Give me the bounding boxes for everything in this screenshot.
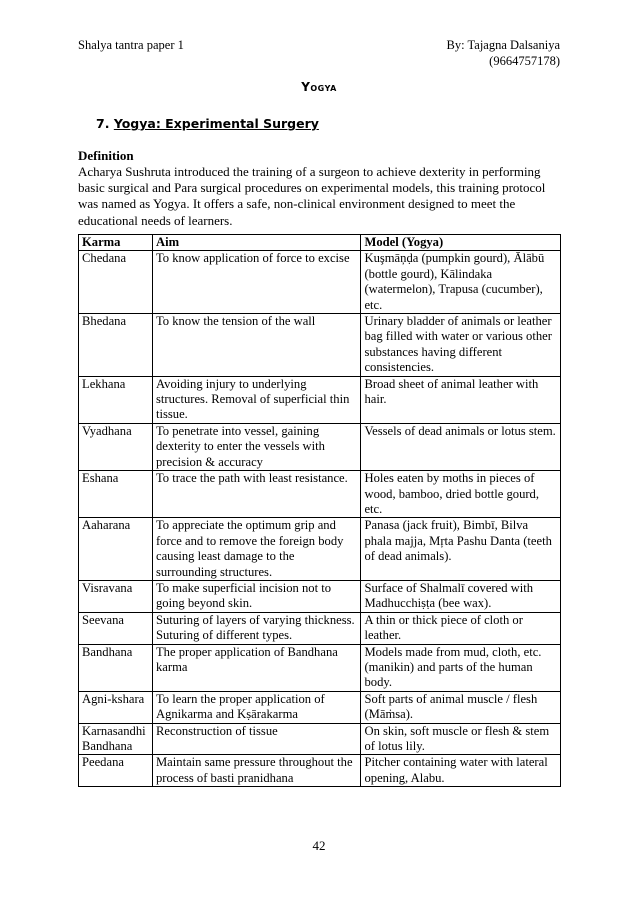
table-row [79, 580, 561, 612]
table-row [79, 755, 561, 787]
section-number: 7. [96, 116, 110, 131]
model-cell: Surface of Shalmalī covered with Madhucchiṣṭa (bee wax). [361, 580, 561, 612]
model-cell: Urinary bladder of animals or leather bag filled with water or various other substances having different consistencies. [361, 314, 561, 377]
table-row [79, 612, 561, 644]
column-header-aim: Aim [152, 235, 360, 251]
aim-cell: To appreciate the optimum grip and force and to remove the foreign body causing least damage to the surrounding structures. [152, 518, 360, 581]
karma-cell: Bhedana [79, 314, 153, 377]
karma-cell: Chedana [79, 251, 153, 314]
karma-cell: Eshana [79, 471, 153, 518]
karma-cell: Bandhana [79, 644, 153, 691]
aim-cell: To trace the path with least resistance. [152, 471, 360, 518]
table-row [79, 723, 561, 755]
aim-cell: Avoiding injury to underlying structures. Removal of superficial thin tissue. [152, 376, 360, 423]
model-cell: On skin, soft muscle or flesh & stem of lotus lily. [361, 723, 561, 755]
karma-cell: Peedana [79, 755, 153, 787]
karma-cell: Visravana [79, 580, 153, 612]
karma-cell: Lekhana [79, 376, 153, 423]
aim-cell: To learn the proper application of Agnikarma and Kṣārakarma [152, 691, 360, 723]
definition-heading: Definition [78, 148, 134, 163]
model-cell: A thin or thick piece of cloth or leather. [361, 612, 561, 644]
aim-cell: To make superficial incision not to going beyond skin. [152, 580, 360, 612]
column-header-model: Model (Yogya) [361, 235, 561, 251]
karma-cell: Aaharana [79, 518, 153, 581]
table-row [79, 691, 561, 723]
yogya-table [78, 234, 561, 787]
karma-cell: Karnasandhi Bandhana [79, 723, 153, 755]
model-cell: Models made from mud, cloth, etc. (manikin) and parts of the human body. [361, 644, 561, 691]
header-author [447, 37, 560, 69]
model-cell: Broad sheet of animal leather with hair. [361, 376, 561, 423]
table-row [79, 518, 561, 581]
section-title: Yogya: Experimental Surgery [113, 116, 319, 131]
table-row [79, 251, 561, 314]
model-cell: Pitcher containing water with lateral opening, Alabu. [361, 755, 561, 787]
model-cell: Vessels of dead animals or lotus stem. [361, 423, 561, 470]
chapter-title: Yogya [301, 80, 337, 94]
karma-cell: Agni-kshara [79, 691, 153, 723]
aim-cell: To know application of force to excise [152, 251, 360, 314]
aim-cell: To penetrate into vessel, gaining dexterity to enter the vessels with precision & accuracy [152, 423, 360, 470]
aim-cell: Maintain same pressure throughout the process of basti pranidhana [152, 755, 360, 787]
karma-cell: Vyadhana [79, 423, 153, 470]
page-number: 42 [312, 838, 326, 853]
table-row [79, 376, 561, 423]
table-header-row [79, 235, 561, 251]
aim-cell: The proper application of Bandhana karma [152, 644, 360, 691]
model-cell: Panasa (jack fruit), Bimbī, Bilva phala majja, Mŗta Pashu Danta (teeth of dead animals). [361, 518, 561, 581]
model-cell: Kuşmāņḍa (pumpkin gourd), Ālābū (bottle gourd), Kālindaka (watermelon), Trapusa (cucumber), etc. [361, 251, 561, 314]
table-row [79, 644, 561, 691]
aim-cell: Suturing of layers of varying thickness. Suturing of different types. [152, 612, 360, 644]
header-author-name: By: Tajagna Dalsaniya [446, 38, 560, 52]
header-author-phone: (9664757178) [489, 54, 560, 68]
aim-cell: To know the tension of the wall [152, 314, 360, 377]
header-course-title: Shalya tantra paper 1 [78, 38, 184, 52]
karma-cell: Seevana [79, 612, 153, 644]
table-row [79, 423, 561, 470]
model-cell: Soft parts of animal muscle / flesh (Māṁsa). [361, 691, 561, 723]
table-body [79, 251, 561, 787]
table-row [79, 314, 561, 377]
definition-text: Acharya Sushruta introduced the training of a surgeon to achieve dexterity in performing basic surgical and Para surgical procedures on experimental models, this training protocol was named as Yogya. It offers a safe, non-clinical environment designed to meet the educational needs of learners. [78, 164, 546, 228]
section-heading [96, 116, 319, 131]
column-header-karma: Karma [79, 235, 153, 251]
model-cell: Holes eaten by moths in pieces of wood, bamboo, dried bottle gourd, etc. [361, 471, 561, 518]
aim-cell: Reconstruction of tissue [152, 723, 360, 755]
table-row [79, 471, 561, 518]
